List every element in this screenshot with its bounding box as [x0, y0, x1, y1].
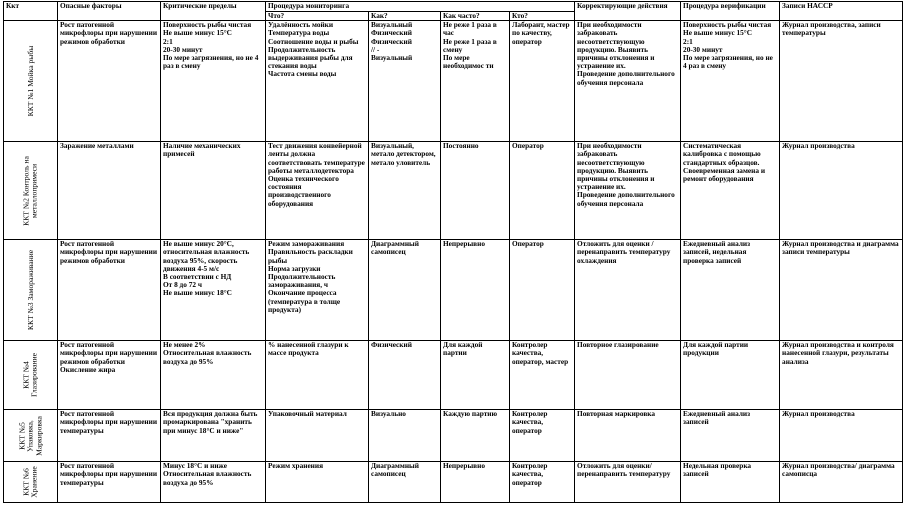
records-cell: Журнал производства, записи температуры: [780, 21, 903, 142]
records-cell: Журнал производства и диаграмма записи температуры: [780, 240, 903, 341]
monitor-how-often-cell: Не реже 1 раза в час Не реже 1 раза в смену По мере необходимос ти: [441, 21, 510, 142]
limits-cell: Поверхность рыбы чистая Не выше минус 15°С 2:1 20-30 минут По мере загрязнения, но не 4 раз в смену: [161, 21, 266, 142]
monitor-what-cell: Удалённость мойки Температура воды Соотношение воды и рыбы Продолжительность выдерживания рыбы для стекания воды Частота смены воды: [266, 21, 369, 142]
hazards-cell: Рост патогенной микрофлоры при нарушении режимов обработки Окисление жира: [58, 341, 161, 410]
corrective-cell: Отложить для оценки / перенаправить температуру охлаждения: [575, 240, 681, 341]
verification-cell: Ежедневный анализ записей, недельная проверка записей: [681, 240, 780, 341]
ccp-cell: [4, 240, 58, 341]
monitor-how-cell: Диаграммный самописец: [369, 240, 441, 341]
hazards-cell: Заражение металлами: [58, 142, 161, 240]
corrective-cell: При необходимости забраковать несоответствующую продукцию. Выявить причины отклонения и устранение их. Проведение дополнительного обучения персонала: [575, 21, 681, 142]
verification-cell: Поверхность рыбы чистая Не выше минус 15°С 2:1 20-30 минут По мере загрязнения, но не 4 раз в смену: [681, 21, 780, 142]
monitor-who-cell: Контролер качества, оператор: [510, 462, 575, 503]
monitor-what-cell: Тест движения конвейерной ленты должна соответствовать температуре работы металлодетектора Оценка технического состояния производственного оборудования: [266, 142, 369, 240]
haccp-plan-table: [3, 1, 903, 503]
table-row: [4, 341, 903, 410]
table-row: [4, 240, 903, 341]
monitor-who-cell: Оператор: [510, 240, 575, 341]
records-cell: Журнал производства/ диаграмма самописца: [780, 462, 903, 503]
corrective-cell: Повторное глазирование: [575, 341, 681, 410]
header-limits: Критические пределы: [161, 2, 266, 21]
monitor-how-cell: Диаграммный самописец: [369, 462, 441, 503]
corrective-cell: Отложить для оценки/перенаправить температуру: [575, 462, 681, 503]
header-what: Что?: [266, 12, 369, 21]
corrective-cell: При необходимости забраковать несоответствующую продукцию. Выявить причины отклонения и устранение их. Проведение дополнительного обучения персонала: [575, 142, 681, 240]
table-row: [4, 21, 903, 142]
verification-cell: Систематическая калибровка с помощью стандартных образцов. Своевременная замена и ремонт оборудования: [681, 142, 780, 240]
corrective-cell: Повторная маркировка: [575, 410, 681, 462]
hazards-cell: Рост патогенной микрофлоры при нарушении режимов обработки: [58, 21, 161, 142]
hazards-cell: Рост патогенной микрофлоры при нарушении режимов обработки: [58, 240, 161, 341]
records-cell: Журнал производства и контроля нанесенной глазури, результаты анализа: [780, 341, 903, 410]
verification-cell: Ежедневный анализ записей: [681, 410, 780, 462]
ccp-label: ККТ №5 Упаковка, Маркировка: [16, 415, 43, 456]
ccp-cell: [4, 142, 58, 240]
monitor-what-cell: Режим замораживания Правильность раскладки рыбы Норма загрузки Продолжительность замораживания, ч Окончание процесса (температура в толще продукта): [266, 240, 369, 341]
table-row: [4, 142, 903, 240]
monitor-what-cell: % нанесенной глазури к массе продукта: [266, 341, 369, 410]
monitor-what-cell: Режим хранения: [266, 462, 369, 503]
monitor-who-cell: Контролер качества, оператор: [510, 410, 575, 462]
monitor-who-cell: Оператор: [510, 142, 575, 240]
monitor-how-cell: Визуально: [369, 410, 441, 462]
ccp-cell: [4, 21, 58, 142]
ccp-cell: [4, 462, 58, 503]
monitor-who-cell: Контролер качества, оператор, мастер: [510, 341, 575, 410]
monitor-how-often-cell: Непрерывно: [441, 240, 510, 341]
limits-cell: Не выше минус 20°С, относительная влажность воздуха 95%, скорость движения 4-5 м/с В соответствии с НД От 8 до 72 ч Не выше минус 18°С: [161, 240, 266, 341]
hazards-cell: Рост патогенной микрофлоры при нарушении температуры: [58, 462, 161, 503]
monitor-how-often-cell: Для каждой партии: [441, 341, 510, 410]
monitor-who-cell: Лаборант, мастер по качеству, оператор: [510, 21, 575, 142]
verification-cell: Для каждой партии продукции: [681, 341, 780, 410]
monitor-how-often-cell: Постоянно: [441, 142, 510, 240]
ccp-cell: [4, 341, 58, 410]
table-row: [4, 462, 903, 503]
ccp-label: ККТ №6 Хранение: [21, 466, 39, 498]
limits-cell: Минус 18°С и ниже Относительная влажность воздуха до 95%: [161, 462, 266, 503]
limits-cell: Наличие механических примесей: [161, 142, 266, 240]
header-monitoring: Процедура мониторинга: [266, 2, 575, 12]
monitor-what-cell: Упаковочный материал: [266, 410, 369, 462]
hazards-cell: Рост патогенной микрофлоры при нарушении температуры: [58, 410, 161, 462]
monitor-how-often-cell: Непрерывно: [441, 462, 510, 503]
monitor-how-cell: Визуальный, метало детектором, метало уловитель: [369, 142, 441, 240]
header-verification: Процедура верификации: [681, 2, 780, 21]
verification-cell: Недельная проверка записей: [681, 462, 780, 503]
records-cell: Журнал производства: [780, 410, 903, 462]
monitor-how-often-cell: Каждую партию: [441, 410, 510, 462]
header-hazards: Опасные факторы: [58, 2, 161, 21]
monitor-how-cell: Физический: [369, 341, 441, 410]
ccp-label: ККТ №4 Глазирование: [21, 353, 39, 398]
limits-cell: Вся продукция должна быть промаркирована "хранить при минус 18°С и ниже": [161, 410, 266, 462]
ccp-label: ККТ №2 Контроль на металлопримеси: [21, 155, 39, 226]
records-cell: Журнал производства: [780, 142, 903, 240]
header-ccp: Ккт: [4, 2, 58, 21]
header-who: Кто?: [510, 12, 575, 21]
limits-cell: Не менее 2% Относительная влажность воздуха до 95%: [161, 341, 266, 410]
ccp-label: ККТ №3 Замораживание: [25, 250, 35, 331]
header-how: Как?: [369, 12, 441, 21]
header-corrective: Корректирующие действия: [575, 2, 681, 21]
ccp-cell: [4, 410, 58, 462]
header-records: Записи НАССР: [780, 2, 903, 21]
monitor-how-cell: Визуальный Физический Физический // - Визуальный: [369, 21, 441, 142]
ccp-label: ККТ №1 Мойка рыбы: [25, 45, 35, 117]
table-row: [4, 410, 903, 462]
header-how-often: Как часто?: [441, 12, 510, 21]
